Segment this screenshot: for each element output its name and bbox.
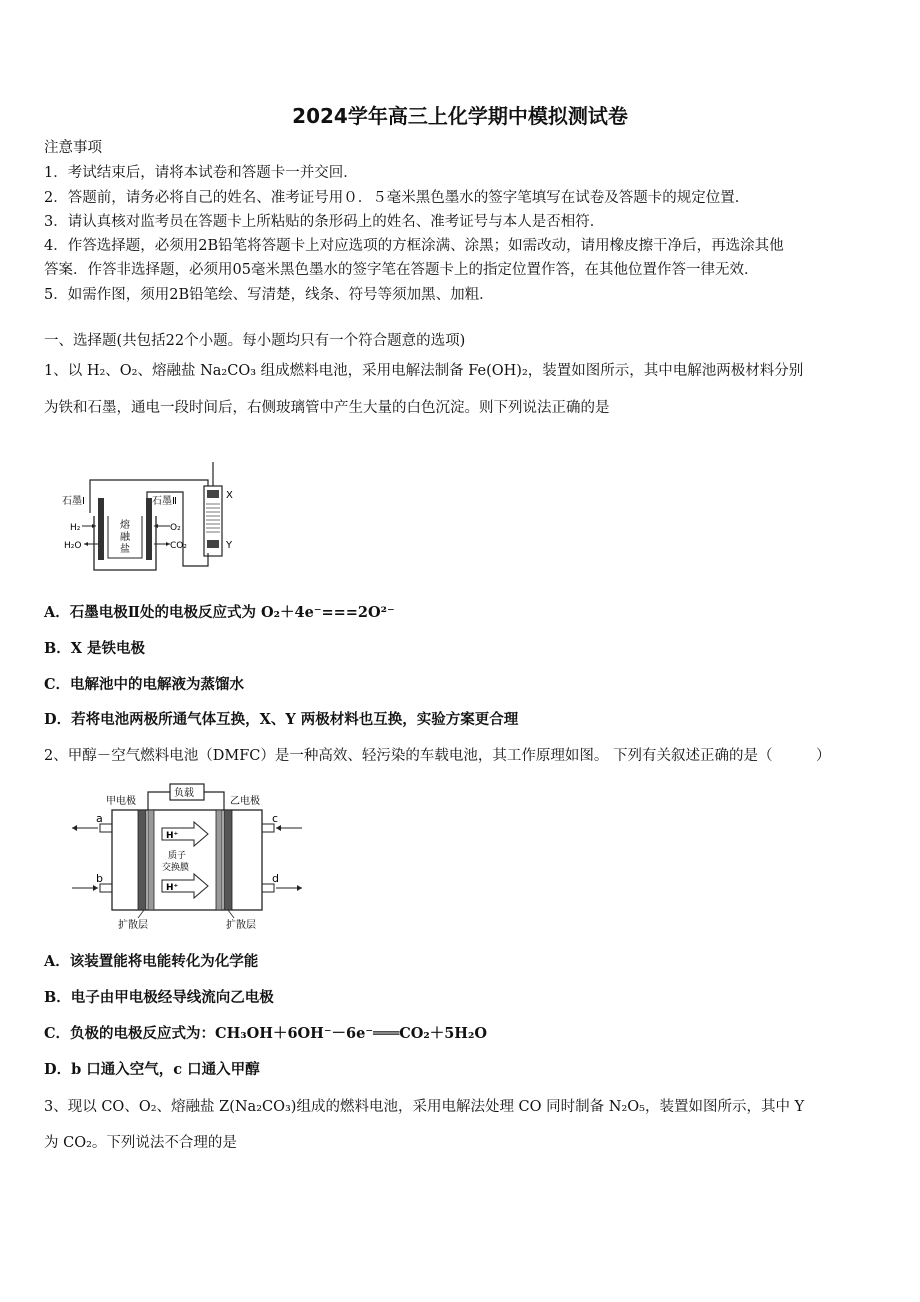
label-hplus-bottom: H⁺ (166, 883, 179, 893)
label-hplus-top: H⁺ (166, 831, 179, 841)
q1-apparatus-figure (58, 458, 248, 576)
label-port-b: b (96, 872, 103, 885)
label-molten-3: 盐 (120, 544, 130, 555)
notice-item-4-cont: 答案．作答非选择题，必须用05毫米黑色墨水的签字笔在答题卡上的指定位置作答，在其他位置作答一律无效． (44, 262, 759, 278)
q1-option-b: B．X 是铁电极 (44, 640, 146, 657)
q3-stem-line1: 3、现以 CO、O₂、熔融盐 Z(Na₂CO₃)组成的燃料电池，采用电解法处理 CO 同时制备 N₂O₅，装置如图所示，其中 Y (44, 1099, 805, 1115)
label-o2: O₂ (170, 523, 181, 533)
notice-item-3: 3．请认真核对监考员在答题卡上所粘贴的条形码上的姓名、准考证号与本人是否相符． (44, 214, 605, 230)
notice-item-2: 2．答题前，请务必将自己的姓名、准考证号用０．５毫米黑色墨水的签字笔填写在试卷及答题卡的规定位置． (44, 190, 750, 206)
notice-item-1: 1．考试结束后，请将本试卷和答题卡一并交回． (44, 165, 358, 181)
q2-stem: 2、甲醇－空气燃料电池（DMFC）是一种高效、轻污染的车载电池，其工作原理如图。 下列有关叙述正确的是（ ） (44, 748, 831, 764)
label-left-electrode: 甲电极 (106, 796, 136, 807)
q1-stem-line1: 1、以 H₂、O₂、熔融盐 Na₂CO₃ 组成燃料电池，采用电解法制备 Fe(OH)₂，装置如图所示，其中电解池两极材料分别 (44, 363, 804, 379)
label-molten-2: 融 (120, 532, 130, 543)
notice-item-5: 5．如需作图，须用2B铅笔绘、写清楚，线条、符号等须加黑、加粗． (44, 287, 494, 303)
label-y: Y (226, 540, 233, 551)
notice-item-4: 4．作答选择题，必须用2B铅笔将答题卡上对应选项的方框涂满、涂黑；如需改动，请用橡皮擦干净后，再选涂其他 (44, 238, 784, 254)
q1-stem-line2: 为铁和石墨，通电一段时间后，右侧玻璃管中产生大量的白色沉淀。则下列说法正确的是 (44, 400, 610, 416)
label-graphite-1: 石墨Ⅰ (62, 496, 85, 507)
graphite-electrode-1 (98, 498, 104, 560)
label-x: X (226, 490, 233, 501)
page-title: 2024学年高三上化学期中模拟测试卷 (292, 104, 628, 128)
label-h2o: H₂O (64, 541, 82, 551)
label-load: 负载 (174, 788, 194, 799)
graphite-electrode-2 (146, 498, 152, 560)
q1-option-a: A．石墨电极Ⅱ处的电极反应式为 O₂＋4e⁻===2O²⁻ (44, 604, 395, 621)
label-port-c: c (272, 812, 279, 825)
label-right-electrode: 乙电极 (230, 796, 260, 807)
label-molten-1: 熔 (120, 520, 130, 531)
label-membrane-2: 交换膜 (162, 863, 190, 873)
q2-option-c: C．负极的电极反应式为：CH₃OH＋6OH⁻－6e⁻═══CO₂＋5H₂O (44, 1025, 487, 1042)
section-heading: 一、选择题(共包括22个小题。每小题均只有一个符合题意的选项) (44, 333, 466, 349)
notice-heading: 注意事项 (44, 140, 102, 156)
label-diffusion-right: 扩散层 (226, 920, 256, 930)
q1-option-c: C．电解池中的电解液为蒸馏水 (44, 676, 245, 693)
label-diffusion-left: 扩散层 (118, 920, 148, 930)
label-graphite-2: 石墨Ⅱ (152, 496, 177, 507)
q2-option-d: D．b 口通入空气，c 口通入甲醇 (44, 1061, 260, 1078)
q2-option-a: A．该装置能将电能转化为化学能 (44, 953, 259, 970)
q2-dmfc-figure (66, 780, 326, 930)
label-h2: H₂ (70, 523, 81, 533)
label-co2: CO₂ (170, 541, 187, 551)
label-port-a: a (96, 812, 103, 825)
label-port-d: d (272, 872, 279, 885)
q1-option-d: D．若将电池两极所通气体互换，X、Y 两极材料也互换，实验方案更合理 (44, 711, 519, 728)
label-membrane-1: 质子 (168, 851, 187, 861)
q2-option-b: B．电子由甲电极经导线流向乙电极 (44, 989, 274, 1006)
q3-stem-line2: 为 CO₂。下列说法不合理的是 (44, 1135, 237, 1151)
